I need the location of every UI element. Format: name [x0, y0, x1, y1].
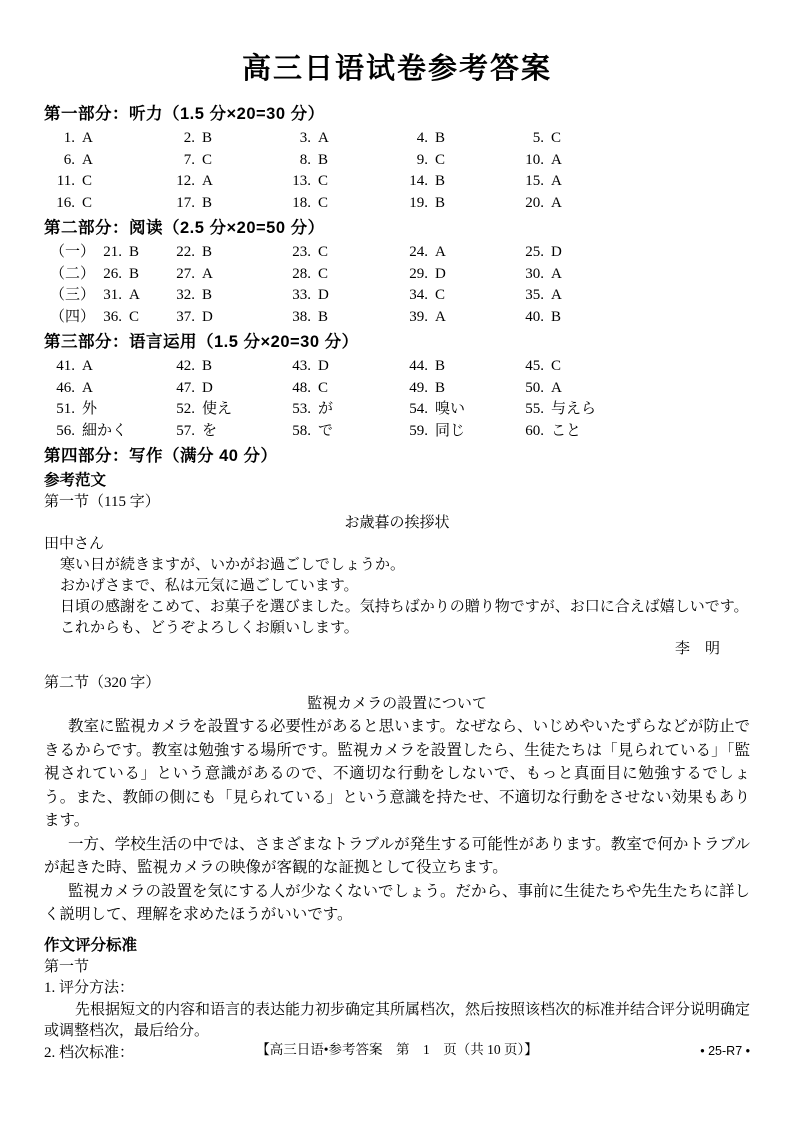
- essay2-body: [44, 715, 750, 927]
- answer-cell: [403, 242, 519, 264]
- answer-value: A: [202, 265, 213, 282]
- answer-cell: [50, 264, 170, 286]
- essay1-signature: 李 明: [674, 641, 720, 657]
- answer-number: 18.: [292, 194, 311, 211]
- answer-number: 10.: [525, 151, 544, 168]
- answer-value: D: [551, 244, 562, 260]
- answer-value: B: [318, 308, 329, 325]
- answer-number: 28.: [292, 265, 311, 282]
- row-prefix: （二）: [50, 265, 96, 282]
- answer-cell: [286, 356, 403, 378]
- footer-page-code: • 25-R7 •: [700, 1044, 750, 1058]
- answer-cell: [50, 171, 170, 193]
- answer-row: [44, 399, 750, 421]
- answer-number: 59.: [409, 422, 428, 439]
- answer-value: A: [82, 151, 93, 168]
- answer-number: 38.: [292, 308, 311, 325]
- page-footer: [44, 1041, 750, 1059]
- answer-number: 39.: [409, 308, 428, 325]
- answer-cell: [403, 171, 519, 193]
- section-heading: 第一部分：听力（1.5 分×20=30 分）: [44, 105, 325, 123]
- answer-cell: [519, 193, 750, 215]
- answer-value: 同じ: [435, 422, 466, 439]
- answer-cell: [50, 307, 170, 329]
- answer-value: B: [202, 130, 213, 146]
- answer-value: C: [318, 194, 329, 211]
- answer-row: [44, 171, 750, 193]
- answer-number: 8.: [299, 151, 311, 168]
- answer-value: C: [551, 130, 562, 146]
- answer-value: A: [551, 151, 562, 168]
- answer-value: 嗅い: [435, 401, 466, 417]
- answer-cell: [519, 264, 750, 286]
- answer-row: [44, 285, 750, 307]
- answer-cell: [50, 421, 170, 443]
- answer-cell: [403, 128, 519, 150]
- answer-cell: [403, 421, 519, 443]
- answer-number: 60.: [525, 422, 544, 439]
- answer-row: [44, 242, 750, 264]
- answer-row: [44, 421, 750, 443]
- answer-value: 与えら: [551, 401, 597, 417]
- answer-value: B: [435, 130, 446, 146]
- answer-value: B: [202, 358, 213, 374]
- essay1-salutation: 田中さん: [44, 536, 105, 552]
- answer-value: B: [129, 265, 140, 282]
- answer-value: B: [202, 194, 213, 211]
- answer-value: C: [82, 194, 93, 211]
- essay2-paragraph: 監視カメラの設置を気にする人が少なくないでしょう。だから、事前に生徒たちや先生たちに詳しく説明して、理解を求めたほうがいいです。: [44, 882, 751, 923]
- answer-number: 36.: [103, 308, 123, 325]
- section-heading: 第三部分：语言运用（1.5 分×20=30 分）: [44, 333, 359, 351]
- answer-row: [44, 150, 750, 172]
- answer-number: 44.: [409, 358, 428, 374]
- answer-value: A: [551, 379, 562, 396]
- answer-cell: [519, 399, 750, 421]
- answer-cell: [170, 264, 286, 286]
- answer-cell: [50, 242, 170, 264]
- answer-number: 30.: [525, 265, 544, 282]
- answer-value: B: [202, 244, 213, 260]
- answer-value: C: [435, 287, 446, 303]
- answer-value: A: [129, 287, 140, 303]
- answer-cell: [519, 242, 750, 264]
- answer-cell: [170, 285, 286, 307]
- answer-value: B: [202, 287, 213, 303]
- answer-value: B: [551, 308, 562, 325]
- answer-number: 52.: [176, 401, 195, 417]
- answer-value: B: [435, 194, 446, 211]
- answer-number: 34.: [409, 287, 428, 303]
- answer-value: で: [318, 422, 334, 439]
- answer-number: 25.: [525, 244, 544, 260]
- answer-cell: [50, 150, 170, 172]
- answer-value: C: [435, 151, 446, 168]
- answer-cell: [519, 307, 750, 329]
- answer-number: 2.: [183, 130, 195, 146]
- answer-number: 20.: [525, 194, 544, 211]
- answer-number: 31.: [103, 287, 123, 303]
- answer-cell: [519, 421, 750, 443]
- answer-number: 54.: [409, 401, 428, 417]
- answer-number: 27.: [176, 265, 195, 282]
- answer-value: B: [129, 244, 140, 260]
- footer-center-text: 【高三日语•参考答案 第 1 页（共 10 页）】: [256, 1042, 538, 1057]
- answer-cell: [286, 193, 403, 215]
- answer-number: 55.: [525, 401, 544, 417]
- scoring-method-body: 先根据短文的内容和语言的表达能力初步确定其所属档次，然后按照该档次的标准并结合评分说明确定或调整档次，最后给分。: [44, 1001, 751, 1039]
- answer-cell: [403, 285, 519, 307]
- answer-value: B: [435, 173, 446, 189]
- answer-value: こと: [551, 422, 582, 439]
- answer-number: 21.: [103, 244, 123, 260]
- answer-value: A: [551, 265, 562, 282]
- answer-cell: [286, 285, 403, 307]
- answer-row: [44, 378, 750, 400]
- answer-number: 33.: [292, 287, 311, 303]
- answer-cell: [403, 378, 519, 400]
- answer-number: 37.: [176, 308, 195, 325]
- answer-number: 16.: [56, 194, 75, 211]
- answer-cell: [403, 193, 519, 215]
- answer-number: 12.: [176, 173, 195, 189]
- answer-value: が: [318, 401, 334, 417]
- answer-value: A: [435, 244, 446, 260]
- essay1-body: [44, 555, 750, 639]
- answer-row: [44, 193, 750, 215]
- answer-value: B: [435, 358, 446, 374]
- answer-number: 7.: [183, 151, 195, 168]
- answer-value: D: [435, 265, 446, 282]
- answer-value: A: [318, 130, 329, 146]
- row-prefix: （四）: [50, 308, 96, 325]
- answer-value: C: [318, 173, 329, 189]
- answer-value: A: [551, 173, 562, 189]
- answer-value: 外: [82, 401, 98, 417]
- answer-number: 4.: [416, 130, 428, 146]
- answer-value: C: [318, 265, 329, 282]
- essay2-label: 第二节（320 字）: [44, 675, 161, 691]
- answer-number: 9.: [416, 151, 428, 168]
- answer-cell: [170, 356, 286, 378]
- answer-cell: [170, 128, 286, 150]
- answer-cell: [519, 171, 750, 193]
- answer-cell: [50, 193, 170, 215]
- answer-cell: [519, 285, 750, 307]
- scoring-level-label: 2. 档次标准：: [44, 1044, 135, 1061]
- answer-number: 43.: [292, 358, 311, 374]
- answer-value: A: [551, 287, 562, 303]
- answer-cell: [403, 307, 519, 329]
- answer-cell: [50, 285, 170, 307]
- answer-key: [44, 102, 750, 442]
- answer-number: 48.: [292, 379, 311, 396]
- answer-row: [44, 356, 750, 378]
- answer-value: A: [82, 379, 93, 396]
- essay1-line: 寒い日が続きますが、いかがお過ごしでしょうか。: [60, 557, 406, 573]
- answer-value: C: [318, 244, 329, 260]
- answer-number: 14.: [409, 173, 428, 189]
- answer-value: B: [318, 151, 329, 168]
- essay1-line: 日頃の感謝をこめて、お菓子を選びました。気持ちばかりの贈り物ですが、お口に合えば嬉しいです。: [60, 599, 749, 615]
- answer-number: 40.: [525, 308, 544, 325]
- answer-value: A: [551, 194, 562, 211]
- answer-value: C: [82, 173, 93, 189]
- answer-cell: [519, 356, 750, 378]
- essay2-paragraph: 一方、学校生活の中では、さまざまなトラブルが発生する可能性があります。教室で何かトラブルが起きた時、監視カメラの映像が客観的な証拠として役立ちます。: [44, 835, 750, 876]
- essay1-label: 第一节（115 字）: [44, 494, 160, 510]
- answer-cell: [519, 378, 750, 400]
- answer-value: 使え: [202, 401, 233, 417]
- model-essays-label: 参考范文: [44, 472, 107, 489]
- scoring-method-label: 1. 评分方法：: [44, 980, 135, 996]
- answer-cell: [50, 399, 170, 421]
- answer-number: 35.: [525, 287, 544, 303]
- answer-number: 1.: [63, 130, 75, 146]
- answer-row: [44, 128, 750, 150]
- answer-cell: [286, 150, 403, 172]
- answer-cell: [286, 264, 403, 286]
- scoring-section-label: 第一节: [44, 958, 90, 975]
- answer-value: D: [202, 308, 213, 325]
- answer-cell: [170, 378, 286, 400]
- answer-value: B: [435, 379, 446, 396]
- essay1-line: これからも、どうぞよろしくお願いします。: [60, 620, 359, 636]
- vertical-gap: [44, 660, 750, 673]
- answer-number: 15.: [525, 173, 544, 189]
- row-prefix: （一）: [50, 244, 96, 260]
- answer-cell: [519, 128, 750, 150]
- answer-number: 46.: [56, 379, 75, 396]
- answer-value: C: [551, 358, 562, 374]
- answer-cell: [519, 150, 750, 172]
- scoring-heading: 作文评分标准: [44, 936, 138, 954]
- answer-number: 51.: [56, 401, 75, 417]
- answer-number: 29.: [409, 265, 428, 282]
- answer-value: C: [129, 308, 140, 325]
- answer-cell: [170, 193, 286, 215]
- answer-number: 23.: [292, 244, 311, 260]
- answer-cell: [170, 421, 286, 443]
- answer-cell: [170, 150, 286, 172]
- answer-cell: [170, 399, 286, 421]
- answer-number: 5.: [532, 130, 544, 146]
- answer-cell: [170, 307, 286, 329]
- answer-value: C: [318, 379, 329, 396]
- answer-number: 57.: [176, 422, 195, 439]
- answer-number: 56.: [56, 422, 75, 439]
- answer-value: A: [82, 358, 93, 374]
- answer-cell: [286, 128, 403, 150]
- answer-row: [44, 264, 750, 286]
- answer-number: 3.: [299, 130, 311, 146]
- answer-value: A: [202, 173, 213, 189]
- answer-number: 50.: [525, 379, 544, 396]
- answer-number: 32.: [176, 287, 195, 303]
- answer-value: を: [202, 422, 218, 439]
- essay1-line: おかげさまで、私は元気に過ごしています。: [60, 578, 359, 594]
- essay2-title: 監視カメラの設置について: [307, 696, 487, 712]
- answer-number: 42.: [176, 358, 195, 374]
- essay2-paragraph: 教室に監視カメラを設置する必要性があると思います。なぜなら、いじめやいたずらなどが防止できるからです。教室は勉強する場所です。監視カメラを設置したら、生徒たちは「見られている」「監視されている」という意識があるので、不適切な行動をしないで、もっと真面目に勉強するでしょう。また、教師の側にも「見られている」という意識を持たせ、不適切な行動をさせない効果もあります。: [44, 718, 750, 829]
- answer-row: [44, 307, 750, 329]
- answer-value: C: [202, 151, 213, 168]
- page-title: 高三日语试卷参考答案: [241, 53, 552, 85]
- answer-number: 24.: [409, 244, 428, 260]
- answer-number: 6.: [63, 151, 75, 168]
- answer-number: 13.: [292, 173, 311, 189]
- answer-value: A: [435, 308, 446, 325]
- answer-cell: [403, 264, 519, 286]
- answer-cell: [50, 128, 170, 150]
- answer-number: 22.: [176, 244, 195, 260]
- answer-cell: [403, 150, 519, 172]
- answer-number: 17.: [176, 194, 195, 211]
- answer-value: D: [318, 287, 329, 303]
- answer-number: 26.: [103, 265, 123, 282]
- answer-number: 58.: [292, 422, 311, 439]
- answer-cell: [403, 356, 519, 378]
- answer-number: 41.: [56, 358, 75, 374]
- answer-cell: [286, 242, 403, 264]
- section-heading-writing: 第四部分：写作（满分 40 分）: [44, 447, 278, 465]
- answer-value: 細かく: [82, 422, 128, 439]
- answer-cell: [170, 242, 286, 264]
- row-prefix: （三）: [50, 287, 96, 303]
- answer-cell: [170, 171, 286, 193]
- section-heading: 第二部分：阅读（2.5 分×20=50 分）: [44, 219, 325, 237]
- answer-cell: [286, 307, 403, 329]
- answer-cell: [286, 378, 403, 400]
- answer-cell: [286, 171, 403, 193]
- answer-cell: [50, 356, 170, 378]
- answer-cell: [50, 378, 170, 400]
- answer-number: 47.: [176, 379, 195, 396]
- answer-cell: [286, 421, 403, 443]
- answer-number: 45.: [525, 358, 544, 374]
- answer-number: 19.: [409, 194, 428, 211]
- answer-number: 11.: [56, 173, 75, 189]
- answer-number: 53.: [292, 401, 311, 417]
- answer-number: 49.: [409, 379, 428, 396]
- answer-cell: [286, 399, 403, 421]
- answer-cell: [403, 399, 519, 421]
- answer-value: D: [202, 379, 213, 396]
- answer-value: D: [318, 358, 329, 374]
- essay1-title: お歳暮の挨拶状: [344, 515, 450, 531]
- answer-value: A: [82, 130, 93, 146]
